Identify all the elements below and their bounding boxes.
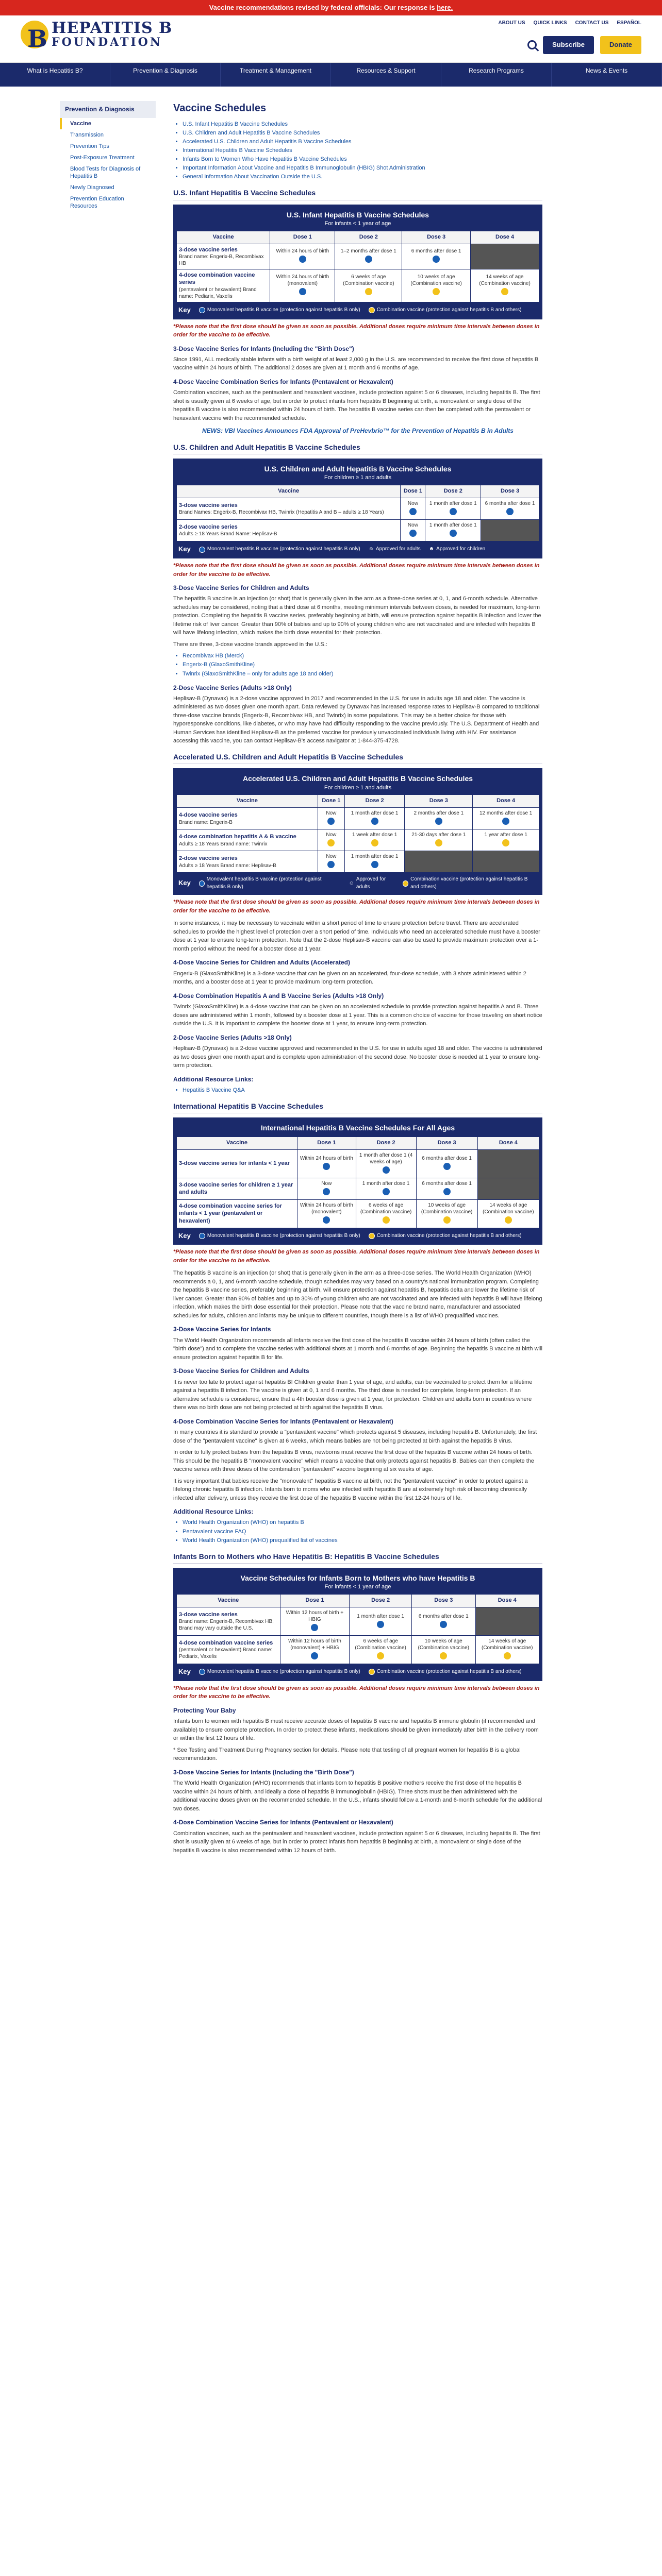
check-icon xyxy=(377,1621,384,1628)
vaccine-name: 3-dose vaccine series for children ≥ 1 year and adults xyxy=(179,1181,293,1196)
donate-button[interactable]: Donate xyxy=(600,36,641,54)
check-icon xyxy=(409,530,417,537)
combination-dot-icon xyxy=(369,1233,375,1239)
dose-cell: Within 24 hours of birth (monovalent) xyxy=(276,274,329,287)
key-label: Combination vaccine (protection against hepatitis B and others) xyxy=(376,1669,522,1675)
news-link[interactable]: NEWS: VBI Vaccines Announces FDA Approval of PreHevbrio™ for the Prevention of Hepatitis B in Adults xyxy=(202,427,514,435)
vaccine-schedule-table xyxy=(173,205,542,319)
monovalent-dot-icon xyxy=(199,307,205,313)
toc-link[interactable]: • U.S. Infant Hepatitis B Vaccine Schedules xyxy=(183,120,542,129)
paragraph: Twinrix (GlaxoSmithKline) is a 4-dose vaccine that can be given on an accelerated schedule to provide protection against hepatitis A and B. Three doses are administered within 1 month, followed by a booster dose at 1 year. This is a common choice of vaccine for those traveling on short notice outside the U.S. It is important to complete the booster dose at 1 year, to ensure long-term protection. xyxy=(173,1004,542,1027)
table-row xyxy=(177,1178,539,1199)
col-header: Dose 3 xyxy=(481,485,539,498)
page-title: Vaccine Schedules xyxy=(173,103,267,114)
paragraph: Infants born to women with hepatitis B must receive accurate doses of hepatitis B vaccine and hepatitis B immune globulin (if recommended and available) to ensure complete protection. In order to protect these infants, medications should be given immediately after birth in the delivery room or within the first 12 hours of life. xyxy=(173,1718,539,1742)
adult-icon: ☺ xyxy=(368,546,374,552)
subheading: 3-Dose Vaccine Series for Infants xyxy=(173,1326,271,1333)
table-key: Key Monovalent hepatitis B vaccine (protection against hepatitis B only) ☺ Approved for adults ☻ Approved for children xyxy=(178,545,486,553)
vaccine-name: 4-dose combination hepatitis A & B vaccine xyxy=(179,834,296,840)
check-icon xyxy=(383,1166,390,1174)
vaccine-detail: Adults ≥ 18 Years Brand Name: Heplisav-B xyxy=(179,531,277,537)
table-note: *Please note that the first dose should be given as soon as possible. Additional doses require minimum time intervals between doses in order for the vaccine to be effective. xyxy=(173,1249,540,1264)
brand-link[interactable]: • Twinrix (GlaxoSmithKline – only for adults age 18 and older) xyxy=(183,670,542,679)
sidebar-item-education[interactable]: Prevention Education Resources xyxy=(70,196,124,210)
subheading: 4-Dose Combination Vaccine Series for Infants (Pentavalent or Hexavalent) xyxy=(173,1417,393,1425)
toc-link[interactable]: • Infants Born to Women Who Have Hepatitis B Vaccine Schedules xyxy=(183,155,542,164)
col-header: Dose 3 xyxy=(402,231,471,244)
toc-list xyxy=(183,120,542,181)
dose-cell: Within 24 hours of birth (monovalent) xyxy=(300,1202,353,1215)
key-label: Monovalent hepatitis B vaccine (protection against hepatitis B only) xyxy=(207,307,360,313)
paragraph: The hepatitis B vaccine is an injection (or shot) that is generally given in the arm as a three-dose series at 0, 1, and 6-month schedule. Alternative schedules may be considered, noting that a third dose at 6 months, meeting minimum intervals between doses, is needed for maximum, long-term protection. Completing the hepatitis B vaccine series, preferably beginning at birth, will ensure protection against hepatitis B infection and lower the lifetime risk of liver cancer. Greater than 90% of babies and up to 90% of young children who are not vaccinated and are infected with hepatitis B will have lifelong infection, which makes the birth dose essential for their protection. xyxy=(173,596,541,636)
adult-icon: ☺ xyxy=(349,880,354,886)
table-row xyxy=(177,520,539,541)
nav-resources[interactable]: Resources & Support xyxy=(331,63,441,87)
col-header: Dose 2 xyxy=(356,1137,416,1149)
check-icon xyxy=(377,1652,384,1659)
vaccine-name: 3-dose vaccine series xyxy=(179,246,238,253)
col-header: Dose 2 xyxy=(425,485,481,498)
col-header: Dose 2 xyxy=(335,231,402,244)
subheading: 4-Dose Vaccine Combination Series for Infants (Pentavalent or Hexavalent) xyxy=(173,378,393,385)
check-icon xyxy=(443,1216,451,1224)
not-applicable-cell xyxy=(473,851,539,873)
col-header: Vaccine xyxy=(177,795,318,808)
check-icon xyxy=(371,839,378,846)
dose-cell: Now xyxy=(321,1180,332,1187)
child-icon: ☻ xyxy=(428,546,435,552)
resource-list xyxy=(183,1086,542,1095)
dose-cell: 6 months after dose 1 xyxy=(485,501,535,507)
brand-line-1: HEPATITIS B xyxy=(52,19,173,37)
sidebar-item-prevention-tips[interactable]: Prevention Tips xyxy=(70,143,109,150)
brand-line-2: FOUNDATION xyxy=(52,36,162,49)
subscribe-button[interactable]: Subscribe xyxy=(543,36,594,54)
table-row xyxy=(177,851,539,873)
resource-link[interactable]: • Pentavalent vaccine FAQ xyxy=(183,1528,542,1536)
combination-dot-icon xyxy=(369,1669,375,1675)
table-row xyxy=(177,1636,539,1664)
table-row xyxy=(177,808,539,829)
toc-link[interactable]: • General Information About Vaccination Outside the U.S. xyxy=(183,173,542,181)
dose-cell: Within 24 hours of birth xyxy=(300,1156,353,1162)
subheading: Additional Resource Links: xyxy=(173,1075,254,1083)
dose-cell: Within 24 hours of birth xyxy=(276,248,329,255)
table-row xyxy=(177,244,539,269)
vaccine-schedule-table xyxy=(173,459,542,558)
alert-banner xyxy=(0,0,662,15)
col-header: Vaccine xyxy=(177,231,270,244)
dose-cell: 6 months after dose 1 xyxy=(422,1180,472,1187)
table-row xyxy=(177,498,539,520)
site-logo[interactable] xyxy=(21,21,172,48)
vaccine-name: 3-dose vaccine series xyxy=(179,502,238,509)
check-icon xyxy=(443,1188,451,1195)
nav-treatment[interactable]: Treatment & Management xyxy=(221,63,331,87)
monovalent-dot-icon xyxy=(199,1233,205,1239)
nav-research[interactable]: Research Programs xyxy=(441,63,552,87)
dose-cell: 10 weeks of age (Combination vaccine) xyxy=(421,1202,473,1215)
key-label: Combination vaccine (protection against hepatitis B and others) xyxy=(376,307,522,313)
section-heading: Infants Born to Mothers who Have Hepatitis B: Hepatitis B Vaccine Schedules xyxy=(173,1551,542,1564)
dose-cell: Within 12 hours of birth (monovalent) + HBIG xyxy=(288,1638,341,1651)
check-icon xyxy=(443,1163,451,1170)
dose-cell: 14 weeks of age (Combination vaccine) xyxy=(482,1638,533,1651)
check-icon xyxy=(433,288,440,295)
dose-cell: 6 months after dose 1 xyxy=(422,1156,472,1162)
dose-cell: 14 weeks of age (Combination vaccine) xyxy=(479,274,531,287)
check-icon xyxy=(365,256,372,263)
vaccine-detail: Adults ≥ 18 Years Brand name: Heplisav-B xyxy=(179,862,276,869)
dose-cell: Now xyxy=(407,501,418,507)
check-icon xyxy=(311,1624,318,1631)
dose-cell: 1 year after dose 1 xyxy=(484,832,527,838)
dose-cell: 6 months after dose 1 xyxy=(411,248,461,255)
check-icon xyxy=(450,530,457,537)
dose-cell: 1 month after dose 1 xyxy=(429,522,477,529)
col-header: Dose 3 xyxy=(405,795,473,808)
check-icon xyxy=(440,1621,447,1628)
top-links xyxy=(498,20,641,27)
vaccine-name: 3-dose vaccine series xyxy=(179,1611,238,1618)
table-title: Vaccine Schedules for Infants Born to Mothers who have Hepatitis B xyxy=(240,1573,475,1582)
search-icon[interactable] xyxy=(527,40,537,49)
vaccine-name: 3-dose vaccine series for infants < 1 year xyxy=(179,1160,290,1167)
table-title: Accelerated U.S. Children and Adult Hepatitis B Vaccine Schedules xyxy=(242,774,473,783)
subheading: 2-Dose Vaccine Series (Adults >18 Only) xyxy=(173,1033,292,1041)
paragraph: * See Testing and Treatment During Pregnancy section for details. Please note that testing of all pregnant women for hepatitis B is a global recommendation. xyxy=(173,1747,521,1762)
vaccine-name: 4-dose combination vaccine series for infants < 1 year (pentavalent or hexavalent) xyxy=(179,1203,282,1224)
main-content xyxy=(173,101,542,1858)
paragraph: Combination vaccines, such as the pentavalent and hexavalent vaccines, include protection against 5 or 6 diseases, including hepatitis B. The first shot is usually given at 6 weeks of age, but in order to protect infants from hepatitis B beginning at birth, a monovalent or single dose of the hepatitis B vaccine is also recommended within 12 hours of birth. xyxy=(173,1830,540,1854)
key-label: Monovalent hepatitis B vaccine (protection against hepatitis B only) xyxy=(207,546,360,552)
check-icon xyxy=(311,1652,318,1659)
key-label: Approved for children xyxy=(436,546,486,552)
check-icon xyxy=(504,1652,511,1659)
dose-cell: 12 months after dose 1 xyxy=(479,810,533,817)
vaccine-detail: (pentavalent or hexavalent) Brand name: Pediarix, Vaxelis xyxy=(179,286,257,299)
key-label: Combination vaccine (protection against hepatitis B and others) xyxy=(376,1232,522,1239)
dose-cell: 1 month after dose 1 (4 weeks of age) xyxy=(359,1152,413,1165)
paragraph: Since 1991, ALL medically stable infants with a birth weight of at least 2,000 g in the U.S. are recommended to receive the first dose of hepatitis B vaccine within 24 hours of birth. The additional 2 doses are given at 1 month and 6 months of age. xyxy=(173,356,539,371)
dose-cell: Now xyxy=(326,810,337,817)
table-row xyxy=(177,1199,539,1228)
section-heading: Accelerated U.S. Children and Adult Hepatitis B Vaccine Schedules xyxy=(173,752,542,764)
dose-cell: 1 month after dose 1 xyxy=(351,854,399,860)
check-icon xyxy=(440,1652,447,1659)
not-applicable-cell xyxy=(477,1149,539,1178)
table-subtitle: For infants < 1 year of age xyxy=(324,220,391,227)
table-key: Key Monovalent hepatitis B vaccine (protection against hepatitis B only) Combination vaccine (protection against hepatitis B and others) xyxy=(178,1668,522,1676)
check-icon xyxy=(435,839,442,846)
vaccine-schedule-table xyxy=(173,1568,542,1681)
check-icon xyxy=(506,508,514,515)
dose-cell: Now xyxy=(326,832,337,838)
col-header: Dose 2 xyxy=(344,795,404,808)
brand-link[interactable]: • Recombivax HB (Merck) xyxy=(183,652,542,660)
check-icon xyxy=(327,818,335,825)
vaccine-name: 4-dose combination vaccine series xyxy=(179,1639,273,1646)
paragraph: Combination vaccines, such as the pentavalent and hexavalent vaccines, include protection against 5 or 6 diseases, including hepatitis B. The first shot is usually given at 6 weeks of age, but in order to protect infants from hepatitis B beginning at birth, a monovalent or single dose of the hepatitis B vaccine is also recommended within 24 hours of birth. The hepatitis B vaccine series can then be completed with the pentavalent or hexavalent vaccine with the recommended schedule. xyxy=(173,389,540,421)
vaccine-detail: Adults ≥ 18 Years Brand name: Twinrix xyxy=(179,841,268,847)
table-row xyxy=(177,829,539,851)
table-key: Key Monovalent hepatitis B vaccine (protection against hepatitis B only) Combination vaccine (protection against hepatitis B and others) xyxy=(178,1231,522,1240)
monovalent-dot-icon xyxy=(199,880,205,887)
col-header: Dose 1 xyxy=(318,795,344,808)
paragraph: The hepatitis B vaccine is an injection (or shot) that is generally given in the arm as a three-dose series. The World Health Organization (WHO) recommends a 0, 1, and 6-month vaccine schedule, though schedules may vary based on a country's national immunization program. Completing the hepatitis B vaccine series, preferably beginning at birth, will ensure protection against hepatitis B, hepatitis delta and lower the lifetime risk of liver cancer. Greater than 90% of babies and up to 30% of young children who are not vaccinated and are infected with hepatitis B will have lifelong infection, which makes the birth dose essential for their protection. Please note that the vaccine brand name, manufacturer and associated schedules for adults, children and infants may be unique to different countries, though there is a list of WHO prequalified vaccines. xyxy=(173,1270,542,1319)
table-note: *Please note that the first dose should be given as soon as possible. Additional doses require minimum time intervals between doses in order for the vaccine to be effective. xyxy=(173,1685,540,1700)
col-header: Dose 4 xyxy=(471,231,539,244)
nav-news[interactable]: News & Events xyxy=(552,63,662,87)
check-icon xyxy=(383,1216,390,1224)
dose-cell: 6 weeks of age (Combination vaccine) xyxy=(343,274,394,287)
paragraph: Heplisav-B (Dynavax) is a 2-dose vaccine approved and recommended in the U.S. for use in adults aged 18 and older. The vaccine is administered as two doses given one month apart and is complete upon administration of the second dose. No booster dose is needed at 1 year to ensure long-term protection. xyxy=(173,1045,542,1069)
toc-link[interactable]: • International Hepatitis B Vaccine Schedules xyxy=(183,146,542,155)
col-header: Vaccine xyxy=(177,1137,297,1149)
vaccine-name: 2-dose vaccine series xyxy=(179,855,238,862)
not-applicable-cell xyxy=(471,244,539,269)
col-header: Dose 1 xyxy=(280,1595,350,1607)
site-header xyxy=(0,15,662,63)
toplink-quick[interactable]: QUICK LINKS xyxy=(533,20,567,26)
subheading: Protecting Your Baby xyxy=(173,1706,236,1714)
toplink-contact[interactable]: CONTACT US xyxy=(575,20,609,26)
paragraph: Engerix-B (GlaxoSmithKline) is a 3-dose vaccine that can be given on an accelerated, four-dose schedule, with 3 shots administered within 2 months, and a booster dose at 1 year to provide maximum long-term protection. xyxy=(173,970,526,986)
col-header: Dose 4 xyxy=(477,1137,539,1149)
check-icon xyxy=(371,861,378,868)
check-icon xyxy=(323,1163,330,1170)
resource-link[interactable]: • World Health Organization (WHO) on hepatitis B xyxy=(183,1518,542,1527)
dose-cell: 1 week after dose 1 xyxy=(352,832,398,838)
table-subtitle: For children ≥ 1 and adults xyxy=(324,474,392,481)
brand-link[interactable]: • Engerix-B (GlaxoSmithKline) xyxy=(183,660,542,669)
col-header: Dose 1 xyxy=(270,231,335,244)
alert-link[interactable]: here. xyxy=(437,4,453,11)
subheading: 3-Dose Vaccine Series for Children and Adults xyxy=(173,584,309,592)
check-icon xyxy=(501,288,508,295)
col-header: Dose 4 xyxy=(473,795,539,808)
vaccine-detail: Brand name: Engerix-B, Recombivax HB xyxy=(179,254,264,267)
dose-cell: Within 12 hours of birth + HBIG xyxy=(286,1610,344,1623)
dose-cell: 14 weeks of age (Combination vaccine) xyxy=(483,1202,534,1215)
sidebar-item-transmission[interactable]: Transmission xyxy=(70,132,104,139)
col-header: Dose 3 xyxy=(416,1137,477,1149)
dose-cell: 6 weeks of age (Combination vaccine) xyxy=(360,1202,412,1215)
vaccine-schedule-table xyxy=(173,1117,542,1245)
col-header: Dose 4 xyxy=(475,1595,539,1607)
col-header: Vaccine xyxy=(177,485,401,498)
not-applicable-cell xyxy=(475,1607,539,1636)
dose-cell: 1 month after dose 1 xyxy=(357,1613,404,1619)
paragraph: In order to fully protect babies from the hepatitis B virus, newborns must receive the first dose of the hepatitis B vaccine within 24 hours of birth. This should be the hepatitis B "monovalent vaccine" which means a vaccine that only protects against hepatitis B. Babies can then complete the vaccine series with three doses of the combination "pentavalent" vaccine beginning at six weeks of age. xyxy=(173,1449,534,1473)
check-icon xyxy=(327,861,335,868)
monovalent-dot-icon xyxy=(199,1669,205,1675)
check-icon xyxy=(371,818,378,825)
table-note: *Please note that the first dose should be given as soon as possible. Additional doses require minimum time intervals between doses in order for the vaccine to be effective. xyxy=(173,323,540,338)
col-header: Dose 3 xyxy=(412,1595,475,1607)
key-label: Monovalent hepatitis B vaccine (protection against hepatitis B only) xyxy=(207,1232,360,1239)
check-icon xyxy=(450,508,457,515)
dose-cell: 2 months after dose 1 xyxy=(413,810,464,817)
key-label: Approved for adults xyxy=(356,876,386,890)
vaccine-detail: (pentavalent or hexavalent) Brand name: Pediarix, Vaxelis xyxy=(179,1647,273,1660)
check-icon xyxy=(409,508,417,515)
table-row xyxy=(177,1607,539,1636)
resource-link[interactable]: • World Health Organization (WHO) prequalified list of vaccines xyxy=(183,1536,542,1545)
table-key: Key Monovalent hepatitis B vaccine (protection against hepatitis B only) Combination vaccine (protection against hepatitis B and others) xyxy=(178,306,522,314)
subheading: 3-Dose Vaccine Series for Infants (Including the "Birth Dose") xyxy=(173,345,354,352)
check-icon xyxy=(323,1188,330,1195)
check-icon xyxy=(383,1188,390,1195)
paragraph: Heplisav-B (Dynavax) is a 2-dose vaccine approved in 2017 and recommended in the U.S. for use in adults age 18 and older. The vaccine is administered as two doses given one month apart. Data reviewed by Dynavax has increased response rates to Heplisav-B compared to traditional three-dose vaccine brands (Engerix-B, Recombivax HB, and Twinrix) in some populations. This may be a better choice for those with hyporesponsive conditions, like diabetes, or who may have had difficulty responding to the vaccine previously. The U.S. Department of Health and Human Services has identified Heplisav-B as the preferred vaccine for previously unvaccinated individuals living with HIV. For assistance accessing this vaccine, you can contact Heplisav-B's access navigator at 1-844-375-4728. xyxy=(173,695,540,744)
paragraph: The World Health Organization recommends all infants receive the first dose of the hepatitis B vaccine within 24 hours of birth (often called the "birth dose") and to complete the vaccine series with additional shots at 1 month and 6 months of age. Beginning the hepatitis B vaccine at birth will ensure protection against hepatitis B for life. xyxy=(173,1337,542,1361)
nav-prevention[interactable]: Prevention & Diagnosis xyxy=(110,63,221,87)
dose-cell: 1 month after dose 1 xyxy=(429,501,477,507)
paragraph: The World Health Organization (WHO) recommends that infants born to hepatitis B positive mothers receive the first dose of the hepatitis B vaccine within 24 hours of birth, and ideally a dose of hepatitis B immunoglobulin (HBIG). Three shots must be then administered with the additional vaccine doses given on the recommended schedule. In the U.S., infants should follow a 1-month and 6-month schedule for the additional two doses. xyxy=(173,1780,542,1812)
key-label: Approved for adults xyxy=(375,546,421,552)
vaccine-detail: Brand Names: Engerix-B, Recombivax HB, Twinrix (Hepatitis A and B – adults ≥ 18 Years) xyxy=(179,510,384,516)
paragraph: In many countries it is standard to provide a "pentavalent vaccine" which protects against 5 diseases, including hepatitis B. Unfortunately, the first dose of the "pentavalent vaccine" is given at 6 weeks, which means babies are not being protected at birth against the hepatitis B virus. xyxy=(173,1429,537,1444)
check-icon xyxy=(299,288,306,295)
table-row xyxy=(177,269,539,302)
paragraph: It is never too late to protect against hepatitis B! Children greater than 1 year of age, and adults, can be vaccinated to protect them for a lifetime against a hepatitis B infection. The vaccine is given at 0, 1 and 6 months. The third dose is needed for complete, long-term protection. If an alternative schedule is considered, ensure that a 4th booster dose is given at 1 year, for protection. Children and adults born in countries where there was no birth dose are not being protected at birth against the hepatitis B virus. xyxy=(173,1379,533,1411)
check-icon xyxy=(327,839,335,846)
brand-list xyxy=(183,652,542,678)
key-label: Monovalent hepatitis B vaccine (protection against hepatitis B only) xyxy=(206,876,322,890)
monovalent-dot-icon xyxy=(199,547,205,553)
not-applicable-cell xyxy=(481,520,539,541)
col-header: Dose 1 xyxy=(401,485,425,498)
toplink-espanol[interactable]: ESPAÑOL xyxy=(617,20,641,26)
toc-link[interactable]: • Important Information About Vaccine and Hepatitis B Immunoglobulin (HBIG) Shot Administration xyxy=(183,164,542,173)
col-header: Vaccine xyxy=(177,1595,280,1607)
check-icon xyxy=(505,1216,512,1224)
subheading: 3-Dose Vaccine Series for Infants (Including the "Birth Dose") xyxy=(173,1768,354,1776)
table-row xyxy=(177,1149,539,1178)
dose-cell: Now xyxy=(407,522,418,529)
check-icon xyxy=(502,818,509,825)
dose-cell: 10 weeks of age (Combination vaccine) xyxy=(418,1638,470,1651)
paragraph: It is very important that babies receive the "monovalent" hepatitis B vaccine at birth, not the "pentavalent vaccine" in order to protect against a lifelong chronic hepatitis B infection. Infants born to moms who are infected with hepatitis B are at extremely high risk of becoming chronically infected after delivery, unless they receive the first dose of the hepatitis B vaccine within the first 12-24 hours of life. xyxy=(173,1478,528,1501)
dose-cell: 1 month after dose 1 xyxy=(362,1180,410,1187)
subheading: 4-Dose Combination Vaccine Series for Infants (Pentavalent or Hexavalent) xyxy=(173,1819,393,1826)
subheading: 3-Dose Vaccine Series for Children and Adults xyxy=(173,1367,309,1375)
resource-link[interactable]: • Hepatitis B Vaccine Q&A xyxy=(183,1086,542,1095)
alert-text: Vaccine recommendations revised by federal officials: Our response is xyxy=(209,4,435,11)
sidebar-heading: Prevention & Diagnosis xyxy=(60,101,156,118)
dose-cell: 21-30 days after dose 1 xyxy=(411,832,466,838)
dose-cell: Now xyxy=(326,854,337,860)
vaccine-name: 4-dose combination vaccine series xyxy=(179,272,255,286)
vaccine-name: 4-dose vaccine series xyxy=(179,812,238,819)
check-icon xyxy=(435,818,442,825)
table-title: U.S. Children and Adult Hepatitis B Vaccine Schedules xyxy=(264,465,452,473)
subheading: 4-Dose Combination Hepatitis A and B Vaccine Series (Adults >18 Only) xyxy=(173,992,384,999)
section-heading: International Hepatitis B Vaccine Schedules xyxy=(173,1101,542,1113)
section-heading: U.S. Children and Adult Hepatitis B Vaccine Schedules xyxy=(173,442,542,454)
vaccine-detail: Brand name: Engerix-B, Recombivax HB, Brand may vary outside the U.S. xyxy=(179,1619,274,1632)
check-icon xyxy=(365,288,372,295)
not-applicable-cell xyxy=(405,851,473,873)
sidebar-item-vaccine[interactable]: Vaccine xyxy=(60,118,156,129)
nav-what-is-hepb[interactable]: What is Hepatitis B? xyxy=(0,63,110,87)
vaccine-schedule-table xyxy=(173,768,542,895)
resource-list xyxy=(183,1518,542,1545)
sidebar-item-newly-diagnosed[interactable]: Newly Diagnosed xyxy=(70,184,114,191)
toc-link[interactable]: • Accelerated U.S. Children and Adult Hepatitis B Vaccine Schedules xyxy=(183,138,542,146)
paragraph: There are three, 3-dose vaccine brands approved in the U.S.: xyxy=(173,641,328,648)
dose-cell: 10 weeks of age (Combination vaccine) xyxy=(410,274,462,287)
table-key: Key Monovalent hepatitis B vaccine (protection against hepatitis B only) ☺ Approved for adults Combination vaccine (protection against hepatitis B and others) xyxy=(176,873,539,892)
dose-cell: 6 months after dose 1 xyxy=(418,1613,469,1619)
section-heading: U.S. Infant Hepatitis B Vaccine Schedules xyxy=(173,188,542,200)
col-header: Dose 2 xyxy=(350,1595,412,1607)
combination-dot-icon xyxy=(403,880,408,887)
table-subtitle: For infants < 1 year of age xyxy=(324,1584,391,1590)
check-icon xyxy=(433,256,440,263)
key-label: Combination vaccine (protection against hepatitis B and others) xyxy=(410,876,528,890)
table-note: *Please note that the first dose should be given as soon as possible. Additional doses require minimum time intervals between doses in order for the vaccine to be effective. xyxy=(173,563,540,578)
subheading: 4-Dose Vaccine Series for Children and Adults (Accelerated) xyxy=(173,959,350,967)
key-label: Monovalent hepatitis B vaccine (protection against hepatitis B only) xyxy=(207,1669,360,1675)
sidebar-item-blood-tests[interactable]: Blood Tests for Diagnosis of Hepatitis B xyxy=(70,166,141,180)
table-title: International Hepatitis B Vaccine Schedules For All Ages xyxy=(260,1124,455,1132)
sidebar-item-post-exposure[interactable]: Post-Exposure Treatment xyxy=(70,155,135,161)
main-nav xyxy=(0,63,662,87)
table-subtitle: For children ≥ 1 and adults xyxy=(324,784,392,791)
col-header: Dose 1 xyxy=(297,1137,356,1149)
subheading: Additional Resource Links: xyxy=(173,1508,254,1516)
dose-cell: 1 month after dose 1 xyxy=(351,810,399,817)
subheading: 2-Dose Vaccine Series (Adults >18 Only) xyxy=(173,684,292,691)
check-icon xyxy=(502,839,509,846)
sidebar xyxy=(60,101,156,1858)
check-icon xyxy=(323,1216,330,1224)
paragraph: In some instances, it may be necessary to vaccinate within a short period of time to ensure protection before travel. There are accelerated schedules to provide the highest level of protection over a short period of time. Individuals who need an accelerated schedule must have a booster dose at 1 year to ensure long-term protection. Note that the 2-dose Heplisav-B vaccine can also be used to provide maximum protection over a 1-month period without the need for a booster dose at 1 year. xyxy=(173,920,540,952)
vaccine-detail: Brand name: Engerix-B xyxy=(179,819,233,825)
check-icon xyxy=(299,256,306,263)
dose-cell: 6 weeks of age (Combination vaccine) xyxy=(355,1638,406,1651)
combination-dot-icon xyxy=(369,307,375,313)
toplink-about[interactable]: ABOUT US xyxy=(498,20,525,26)
logo-mark-icon xyxy=(21,21,48,48)
table-note: *Please note that the first dose should be given as soon as possible. Additional doses require minimum time intervals between doses in order for the vaccine to be effective. xyxy=(173,899,540,914)
vaccine-name: 2-dose vaccine series xyxy=(179,524,238,531)
toc-link[interactable]: • U.S. Children and Adult Hepatitis B Vaccine Schedules xyxy=(183,129,542,138)
table-title: U.S. Infant Hepatitis B Vaccine Schedules xyxy=(286,210,429,219)
dose-cell: 1–2 months after dose 1 xyxy=(340,248,396,255)
not-applicable-cell xyxy=(477,1178,539,1199)
